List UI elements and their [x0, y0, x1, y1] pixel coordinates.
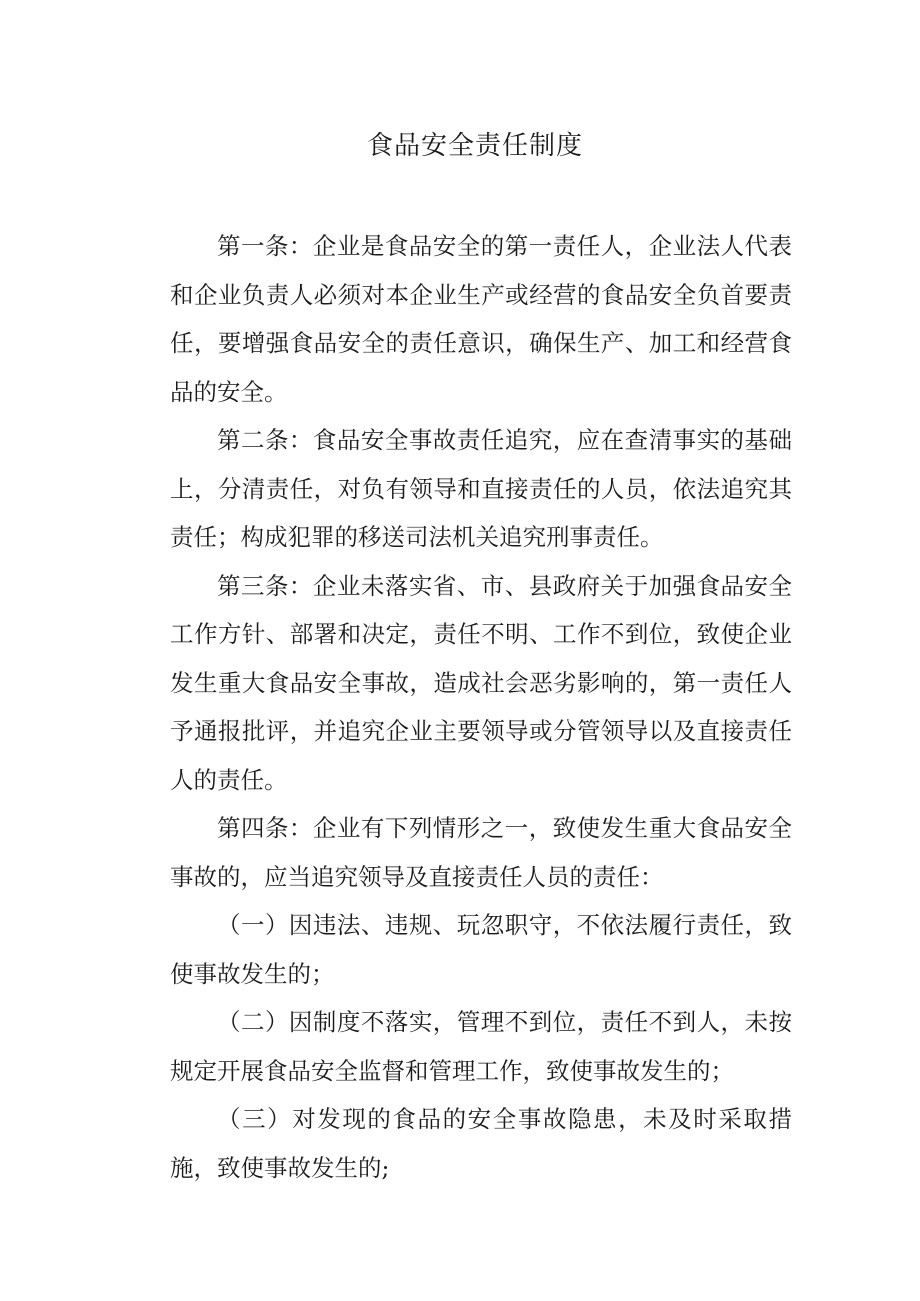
document-title: 食品安全责任制度	[366, 131, 583, 161]
article-3-paragraph: 第三条：企业未落实省、市、县政府关于加强食品安全工作方针、部署和决定，责任不明、工作不到位，致使企业发生重大食品安全事故，造成社会恶劣影响的，第一责任人予通报批评，并追究企业主要领导或分管领导以及直接责任人的责任。	[170, 571, 792, 794]
article-2-paragraph: 第二条：食品安全事故责任追究，应在查清事实的基础上，分清责任，对负有领导和直接责任的人员，依法追究其责任；构成犯罪的移送司法机关追究刑事责任。	[170, 426, 792, 551]
article-4-item-3: （三）对发现的食品的安全事故隐患，未及时采取措施，致使事故发生的;	[170, 1105, 792, 1182]
article-1-paragraph: 第一条：企业是食品安全的第一责任人，企业法人代表和企业负责人必须对本企业生产或经营的食品安全负首要责任，要增强食品安全的责任意识，确保生产、加工和经营食品的安全。	[170, 232, 792, 406]
article-4-paragraph: 第四条：企业有下列情形之一，致使发生重大食品安全事故的，应当追究领导及直接责任人员的责任：	[170, 814, 792, 891]
article-4-item-2: （二）因制度不落实，管理不到位，责任不到人，未按规定开展食品安全监督和管理工作，致使事故发生的；	[170, 1008, 792, 1085]
document-body	[170, 222, 792, 1192]
article-4-item-1: （一）因违法、违规、玩忽职守，不依法履行责任，致使事故发生的；	[170, 911, 792, 988]
